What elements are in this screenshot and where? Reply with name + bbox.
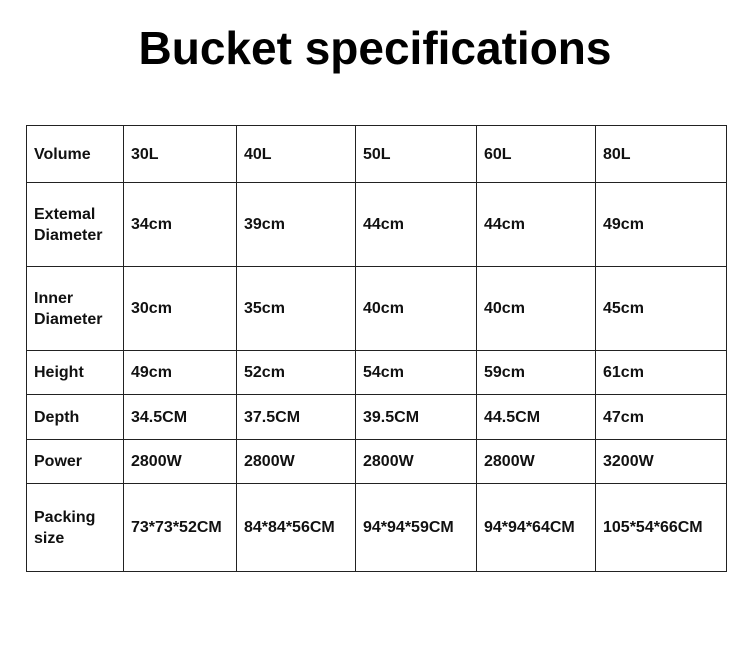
table-row-inner-diameter xyxy=(27,267,727,351)
table-row-depth xyxy=(27,395,727,440)
table-cell: 47cm xyxy=(596,395,727,440)
row-label-height: Height xyxy=(27,351,124,395)
table-cell: 94*94*64CM xyxy=(477,484,596,572)
table-cell: 80L xyxy=(596,126,727,183)
table-row-external-diameter xyxy=(27,183,727,267)
table-cell: 61cm xyxy=(596,351,727,395)
table-cell: 49cm xyxy=(124,351,237,395)
table-cell: 34cm xyxy=(124,183,237,267)
table-cell: 45cm xyxy=(596,267,727,351)
table-cell: 37.5CM xyxy=(237,395,356,440)
table-cell: 3200W xyxy=(596,440,727,484)
table-cell: 39cm xyxy=(237,183,356,267)
table-cell: 40cm xyxy=(356,267,477,351)
table-cell: 105*54*66CM xyxy=(596,484,727,572)
table-cell: 44.5CM xyxy=(477,395,596,440)
table-cell: 60L xyxy=(477,126,596,183)
table-cell: 73*73*52CM xyxy=(124,484,237,572)
table-cell: 54cm xyxy=(356,351,477,395)
table-cell: 52cm xyxy=(237,351,356,395)
table-cell: 30L xyxy=(124,126,237,183)
row-label-power: Power xyxy=(27,440,124,484)
table-cell: 50L xyxy=(356,126,477,183)
table-cell: 2800W xyxy=(356,440,477,484)
table-cell: 2800W xyxy=(477,440,596,484)
table-row-volume xyxy=(27,126,727,183)
table-cell: 30cm xyxy=(124,267,237,351)
table-cell: 40L xyxy=(237,126,356,183)
table-cell: 34.5CM xyxy=(124,395,237,440)
table-cell: 35cm xyxy=(237,267,356,351)
table-cell: 94*94*59CM xyxy=(356,484,477,572)
table-row-packing-size xyxy=(27,484,727,572)
row-label-depth: Depth xyxy=(27,395,124,440)
page-title: Bucket specifications xyxy=(138,22,612,74)
table-cell: 2800W xyxy=(124,440,237,484)
table-cell: 44cm xyxy=(477,183,596,267)
spec-table xyxy=(26,125,727,572)
row-label-inner-diameter: Inner Diameter xyxy=(27,267,124,351)
table-row-power xyxy=(27,440,727,484)
table-cell: 2800W xyxy=(237,440,356,484)
table-cell: 40cm xyxy=(477,267,596,351)
row-label-packing-size: Packing size xyxy=(27,484,124,572)
table-cell: 59cm xyxy=(477,351,596,395)
table-cell: 49cm xyxy=(596,183,727,267)
table-row-height xyxy=(27,351,727,395)
row-label-volume: Volume xyxy=(27,126,124,183)
table-cell: 44cm xyxy=(356,183,477,267)
table-cell: 39.5CM xyxy=(356,395,477,440)
table-cell: 84*84*56CM xyxy=(237,484,356,572)
row-label-external-diameter: Extemal Diameter xyxy=(27,183,124,267)
